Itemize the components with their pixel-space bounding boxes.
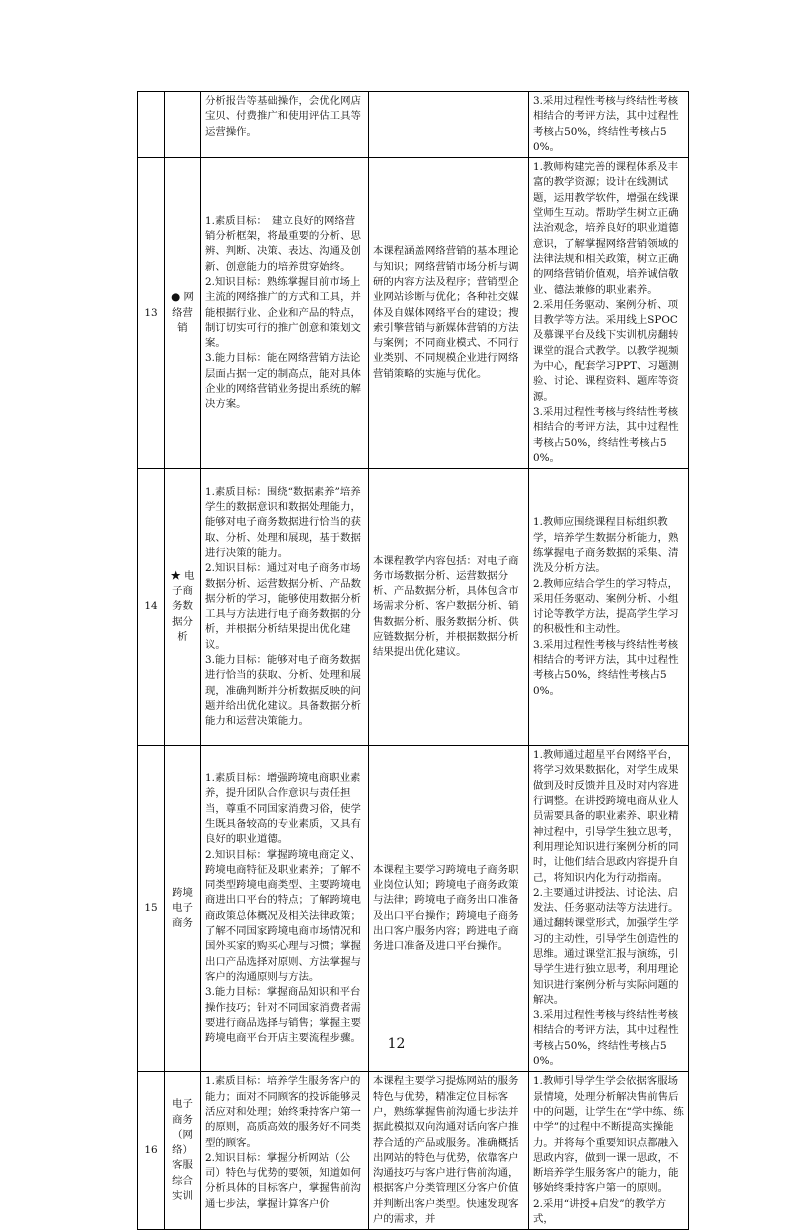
course-number: 15 (138, 746, 165, 1072)
goal-paragraph: 3.能力目标：能够对电子商务数据进行恰当的获取、分析、处理和展现，准确判断并分析数据反映的问题并给出优化建议。具备数据分析能力和运营决策能力。 (205, 654, 361, 728)
requirement-paragraph: 3.采用过程性考核与终结性考核相结合的考评方法，其中过程性考核占50%，终结性考核占50%。 (533, 405, 679, 464)
goal-paragraph: 1.素质目标： 建立良好的网络营销分析框架，将最重要的分析、思辨、判断、决策、表达、沟通及创新、创意能力的培养贯穿始终。 (205, 214, 361, 273)
course-goals (201, 746, 369, 1072)
course-content: 本课程主要学习提炼网站的服务特色与优势，精准定位目标客户，熟练掌握售前沟通七步法并据此模拟双向沟通对话向客户推荐合适的产品或服务。准确概括出网站的特色与优势，依靠客户沟通技巧与客户进行售前沟通，根据客户分类管理区分客户价值并判断出客户类型。快速发现客户的需求，并 (369, 1072, 529, 1230)
course-name: ★ 电子商务数据分析 (165, 469, 201, 746)
course-content: 本课程主要学习跨境电子商务职业岗位认知；跨境电子商务政策与法律；跨境电子商务出口准备及出口平台操作；跨境电子商务出口客户服务内容；跨进电子商务进口准备及进口平台操作。 (369, 746, 529, 1072)
requirement-paragraph: 3.采用过程性考核与终结性考核相结合的考评方法，其中过程性考核占50%，终结性考核占50%。 (533, 1009, 679, 1068)
course-number (138, 92, 165, 158)
course-number: 14 (138, 469, 165, 746)
course-name: 跨境电子商务 (165, 746, 201, 1072)
course-content: 本课程教学内容包括：对电子商务市场数据分析、运营数据分析、产品数据分析，具体包含市场需求分析、客户数据分析、销售数据分析、服务数据分析、供应链数据分析，并根据数据分析结果提出优化建议。 (369, 469, 529, 746)
requirement-paragraph: 2.采用任务驱动、案例分析、项目教学等方法。采用线上SPOC及慕课平台及线下实训机房翻转课堂的混合式教学。以教学视频为中心，配套学习PPT、习题测验、讨论、课程资料、题库等资源。 (533, 298, 679, 403)
goal-paragraph: 3.能力目标：能在网络营销方法论层面占据一定的制高点，能对具体企业的网络营销业务提出系统的解决方案。 (205, 352, 361, 411)
page-number: 12 (387, 1036, 406, 1052)
requirement-paragraph: 1.教师通过超星平台网络平台，将学习效果数据化，对学生成果做到及时反馈并且及时对内容进行调整。在讲授跨境电商从业人员需要具备的职业素养、职业精神过程中，引导学生独立思考，利用理论知识进行案例分析的同时，让他们结合思政内容提升自己，将知识内化为行动指南。 (533, 749, 679, 884)
teaching-requirements (529, 92, 689, 158)
course-content (369, 92, 529, 158)
course-goals (201, 1072, 369, 1230)
table-row (138, 1072, 689, 1230)
goal-paragraph: 1.素质目标：培养学生服务客户的能力；面对不同顾客的投诉能够灵活应对和处理；始终秉持客户第一的原则，高质高效的服务好不同类型的顾客。 (205, 1075, 361, 1149)
course-number: 13 (138, 158, 165, 469)
goal-paragraph: 1.素质目标：围绕“数据素养”培养学生的数据意识和数据处理能力，能够对电子商务数据进行恰当的获取、分析、处理和展现，基于数据进行决策的能力。 (205, 485, 361, 559)
requirement-paragraph: 3.采用过程性考核与终结性考核相结合的考评方法，其中过程性考核占50%，终结性考核占50%。 (533, 638, 679, 697)
goal-paragraph: 2.知识目标：掌握分析网站（公司）特色与优势的要领，知道如何分析具体的目标客户，掌握售前沟通七步法，掌握计算客户价 (205, 1151, 361, 1210)
curriculum-table (137, 91, 689, 1230)
table-row (138, 469, 689, 746)
teaching-requirements (529, 158, 689, 469)
course-name: ● 网络营销 (165, 158, 201, 469)
course-content: 本课程涵盖网络营销的基本理论与知识；网络营销市场分析与调研的内容方法及程序；营销型企业网站诊断与优化；各种社交媒体及自媒体网络平台的建设；搜索引擎营销与新媒体营销的方法与案例；不同商业模式、不同行业类别、不同规模企业进行网络营销策略的实施与优化。 (369, 158, 529, 469)
goal-paragraph: 2.知识目标：掌握跨境电商定义、跨境电商特征及职业素养；了解不同类型跨境电商类型、主要跨境电商进出口平台的特点；了解跨境电商政策总体概况及相关法律政策；了解不同国家跨境电商市场情况和国外买家的购买心理与习惯；掌握出口产品选择对原则、方法掌握与客户的沟通原则与方法。 (205, 848, 361, 983)
requirement-paragraph: 2.教师应结合学生的学习特点，采用任务驱动、案例分析、小组讨论等教学方法，提高学生学习的积极性和主动性。 (533, 577, 679, 636)
goal-paragraph: 1.素质目标：增强跨境电商职业素养，提升团队合作意识与责任担当，尊重不同国家消费习俗，使学生既具备较高的专业素质，又具有良好的职业道德。 (205, 772, 361, 846)
goal-paragraph: 3.能力目标：掌握商品知识和平台操作技巧；针对不同国家消费者需要进行商品选择与销售；掌握主要跨境电商平台开店主要流程步骤。 (205, 986, 361, 1045)
course-goals (201, 469, 369, 746)
table-row (138, 158, 689, 469)
teaching-requirements (529, 469, 689, 746)
requirement-paragraph: 2.采用“讲授+启发”的教学方式， (533, 1197, 667, 1226)
requirement-paragraph: 1.教师构建完善的课程体系及丰富的教学资源；设计在线测试题，运用教学软件，增强在线课堂师生互动。帮助学生树立正确法治观念，培养良好的职业道德意识，了解掌握网络营销领域的法律法规和相关政策，树立正确的网络营销价值观，培养诚信敬业、德法兼修的职业素养。 (533, 161, 679, 296)
teaching-requirements (529, 1072, 689, 1230)
requirement-paragraph: 1.教师引导学生学会依据客服场景情境，处理分析解决售前售后中的问题，让学生在“学中练、练中学”的过程中不断提高实操能力。并将每个重要知识点都融入思政内容，做到一课一思政，不断培养学生服务客户的能力，能够始终秉持客户第一的原则。 (533, 1075, 684, 1195)
goal-paragraph: 2.知识目标：熟练掌握目前市场上主流的网络推广的方式和工具，并能根据行业、企业和产品的特点，制订切实可行的推广创意和策划文案。 (205, 275, 361, 350)
course-goals (201, 92, 369, 158)
course-name: 电子商务（网络）客服综合实训 (165, 1072, 201, 1230)
requirement-paragraph: 1.教师应围绕课程目标组织教学，培养学生数据分析能力，熟练掌握电子商务数据的采集、清洗及分析方法。 (533, 516, 679, 575)
goal-paragraph: 2.知识目标：通过对电子商务市场数据分析、运营数据分析、产品数据分析的学习，能够使用数据分析工具与方法进行电子商务数据的分析，并根据分析结果提出优化建议。 (205, 562, 361, 651)
requirement-paragraph: 3.采用过程性考核与终结性考核相结合的考评方法，其中过程性考核占50%，终结性考核占50%。 (533, 95, 679, 153)
table-row (138, 92, 689, 158)
requirement-paragraph: 2.主要通过讲授法、讨论法、启发法、任务驱动法等方法进行。通过翻转课堂形式，加强学生学习的主动性，引导学生创造性的思维。通过课堂汇报与演练，引导学生进行独立思考，利用理论知识进行案例分析与实际问题的解决。 (533, 886, 679, 1006)
course-name (165, 92, 201, 158)
goal-paragraph: 分析报告等基础操作，会优化网店宝贝、付费推广和使用评估工具等运营操作。 (205, 95, 361, 138)
course-goals (201, 158, 369, 469)
course-number: 16 (138, 1072, 165, 1230)
teaching-requirements (529, 746, 689, 1072)
table-row (138, 746, 689, 1072)
